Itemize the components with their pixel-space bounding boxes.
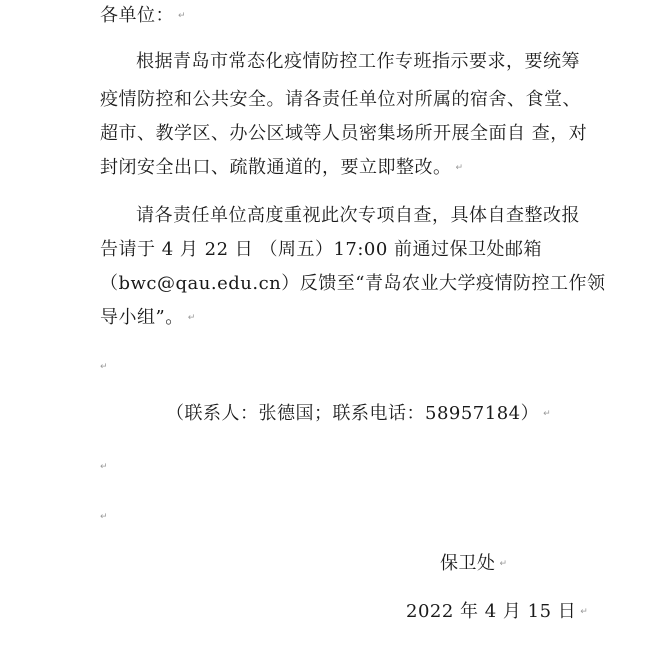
paragraph-1-line-2: 疫情防控和公共安全。请各责任单位对所属的宿舍、食堂、	[100, 89, 581, 110]
salutation-line	[100, 6, 186, 26]
salutation: 各单位：	[100, 5, 174, 26]
paragraph-mark-icon: ↵	[543, 409, 551, 419]
paragraph-2-line-1: 请各责任单位高度重视此次专项自查，具体自查整改报	[136, 205, 580, 226]
paragraph-2-line-3: （bwc@qau.edu.cn）反馈至“青岛农业大学疫情防控工作领	[100, 273, 606, 294]
paragraph-mark-icon: ↵	[100, 462, 108, 472]
paragraph-1-line-4-wrap	[100, 158, 463, 178]
contact-line	[166, 404, 551, 424]
paragraph-1-line-4: 封闭安全出口、疏散通道的，要立即整改。	[100, 157, 452, 178]
paragraph-mark-icon: ↵	[499, 559, 508, 569]
signature: 保卫处	[440, 553, 496, 574]
paragraph-mark-icon: ↵	[187, 313, 196, 323]
paragraph-1-line-1: 根据青岛市常态化疫情防控工作专班指示要求，要统筹	[136, 51, 580, 72]
paragraph-1-line-3: 超市、教学区、办公区域等人员密集场所开展全面自 查，对	[100, 123, 588, 144]
paragraph-mark-icon: ↵	[100, 512, 108, 522]
paragraph-2-line-4-wrap	[100, 308, 195, 328]
signature-line	[440, 554, 507, 574]
paragraph-mark-icon: ↵	[580, 607, 588, 617]
contact-info: （联系人：张德国；联系电话：58957184）	[166, 403, 540, 424]
date-line	[406, 602, 588, 622]
paragraph-2-line-4: 导小组”。	[100, 307, 184, 328]
paragraph-mark-icon: ↵	[178, 11, 186, 21]
paragraph-mark-icon: ↵	[100, 362, 108, 372]
paragraph-mark-icon: ↵	[455, 163, 464, 173]
paragraph-2-line-2: 告请于 4 月 22 日 （周五）17:00 前通过保卫处邮箱	[100, 239, 543, 260]
date: 2022 年 4 月 15 日	[406, 601, 577, 622]
